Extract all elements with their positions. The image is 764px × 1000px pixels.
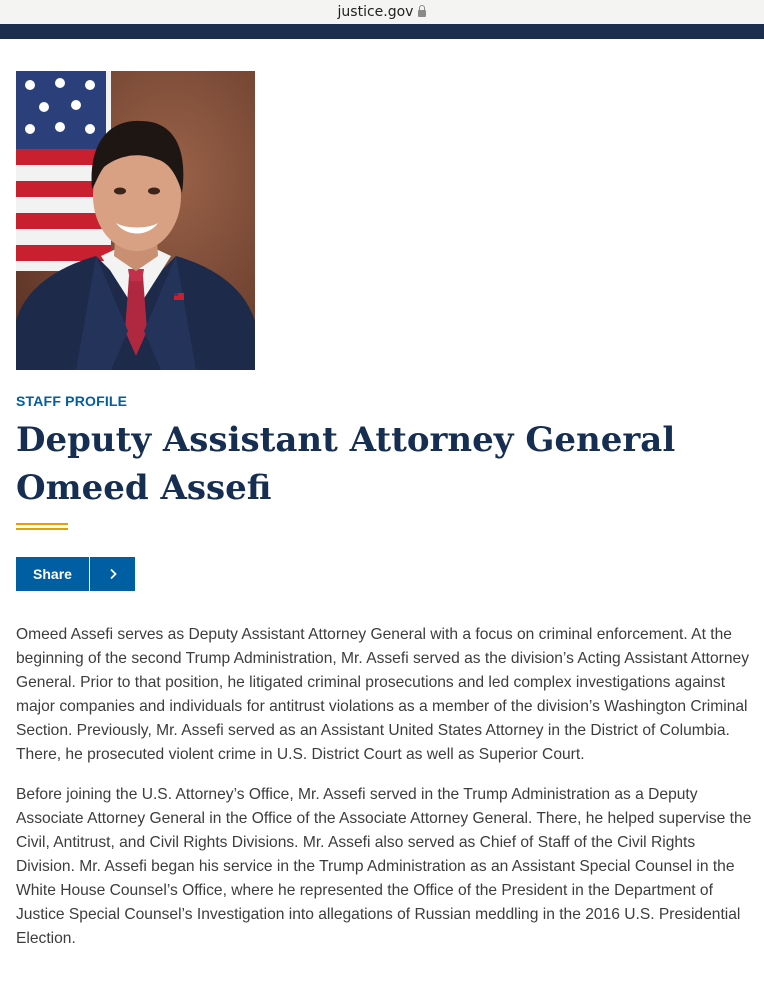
title-accent-rule [16, 523, 68, 530]
page-title-line2: Omeed Assefi [16, 468, 272, 508]
share-button[interactable] [16, 557, 135, 591]
portrait-illustration [16, 71, 255, 370]
browser-url-bar[interactable] [0, 0, 764, 24]
page-title [16, 416, 736, 512]
chevron-right-icon[interactable] [90, 557, 135, 591]
bio-paragraph: Omeed Assefi serves as Deputy Assistant Attorney General with a focus on criminal enforcement. At the beginning of the second Trump Administration, Mr. Assefi served as the division’s Acting Assistant Attorney General. Prior to that position, he litigated criminal prosecutions and led complex investigations against major companies and individuals for antitrust violations as a member of the division’s Washington Criminal Section. Previously, Mr. Assefi served as an Assistant United States Attorney in the District of Columbia. There, he prosecuted violent crime in U.S. District Court as well as Superior Court. [16, 626, 750, 763]
biography [16, 623, 756, 967]
lock-icon [418, 10, 426, 17]
site-header-strip [0, 24, 764, 39]
profile-photo [16, 71, 255, 370]
share-button-label: Share [16, 557, 90, 591]
staff-profile-label: STAFF PROFILE [16, 393, 128, 409]
bio-paragraph: Before joining the U.S. Attorney’s Office, Mr. Assefi served in the Trump Administration as a Deputy Associate Attorney General in the Office of the Associate Attorney General. There, he helped supervise the Civil, Antitrust, and Civil Rights Divisions. Mr. Assefi also served as Chief of Staff of the Civil Rights Division. Mr. Assefi began his service in the Trump Administration as an Assistant Special Counsel in the White House Counsel’s Office, where he represented the Office of the President in the Department of Justice Special Counsel’s Investigation into allegations of Russian meddling in the 2016 U.S. Presidential Election. [16, 786, 752, 947]
url-text: justice.gov [337, 4, 414, 20]
page-title-line1: Deputy Assistant Attorney General [16, 420, 676, 460]
